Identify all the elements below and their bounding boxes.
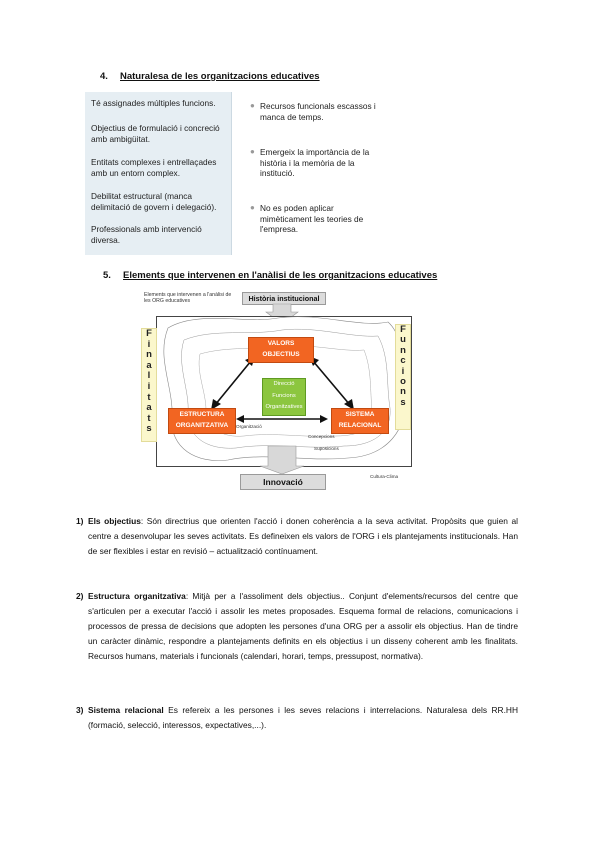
funcions-label: F u n c i o n s [395,324,411,430]
historia-box: Història institucional [242,292,326,305]
nature-item: Entitats complexes i entrellaçades amb un entorn complex. [91,157,217,178]
nature-left-box [85,92,232,255]
bullet-icon: ● [250,203,255,212]
paragraph-estructura [76,589,518,664]
section-5-heading [103,270,437,281]
diagram-caption: Elements que intervenen a l'anàlisi de les ORG educatives [144,292,232,304]
estructura-text: ESTRUCTURA [179,411,225,418]
concepcions-label: Concepcions [308,434,335,439]
bullet-icon: ● [250,147,255,156]
nature-item: Debilitat estructural (manca delimitació de govern i delegació). [91,191,217,212]
paragraph-objectius [76,514,518,559]
direccio-text: Direcció [273,381,295,387]
paragraph-number: 2) [76,591,84,601]
arrowhead [236,415,244,423]
valors-text: VALORS [267,340,295,347]
estructura-box [168,408,236,434]
paragraph-title: Estructura organitzativa [88,591,186,601]
organitzativa-text: ORGANITZATIVA [175,422,229,429]
organitzacio-label: Organització [236,424,262,429]
paragraph-text: : Són directrius que orienten l'acció i donen coherència a la seva activitat. Propòsits que guien al centre a desenvolupar les seves activitats. Es defineixen els valors de l'ORG i els plantejaments institucionals. Han de ser flexibles i estar en revisió – actualització contínuament. [88,516,518,556]
nature-item: Professionals amb intervenció diversa. [91,224,202,245]
paragraph-text: : Mitjà per a l'assoliment dels objectius.. Conjunt d'elements/recursos del centre que s'articulen per a executar l'acció i assolir les metes proposades. Esquema formal de relacions, comunicacions i processos de pressa de decisions que adopten les persones d'una ORG per a assolir els objectius. Han de tindre un caràcter dinàmic, respondre a plantejaments definits en els objectius i un disseny coherent amb les finalitats. Recursos humans, materials i funcionals (calendari, horari, temps, pressupost, normativa). [88,591,518,661]
objectius-text: OBJECTIUS [262,351,300,358]
elements-diagram [138,288,470,498]
nature-item: Objectius de formulació i concreció amb ambigüitat. [91,123,220,144]
paragraph-number: 3) [76,705,84,715]
nature-bullet-item: ● No es poden aplicar mimèticament les teories de l'empresa. [250,203,364,234]
nature-right-box [238,92,384,255]
arrow-valors-estructura [215,361,251,405]
nature-bullet-item: ● Recursos funcionals escassos i manca de temps. [250,101,376,122]
innovacio-box: Innovació [240,474,326,490]
cultura-clima-label: Cultura-Clima [370,474,399,479]
paragraph-text: Es refereix a les persones i les seves relacions i interrelacions. Naturalesa dels RR.HH (formació, selecció, interessos, expectatives,...). [88,705,518,730]
direccio-box [262,378,306,416]
organitzatives-text: Organitzatives [265,404,303,410]
sistema-text: SISTEMA [345,411,375,418]
funcions-text: Funcions [272,392,296,399]
valors-objectius-box [248,337,314,363]
arrow-valors-sistema [313,361,350,405]
arrowhead [320,415,328,423]
section-4-number: 4. [100,71,108,82]
suposicions-label: Suposicions [314,446,339,451]
bottom-arrow-shape [260,446,304,474]
section-4-heading [100,71,320,82]
relacional-text: RELACIONAL [338,422,382,429]
section-4-title: Naturalesa de les organitzacions educatives [120,71,320,82]
paragraph-title: Sistema relacional [88,705,164,715]
paragraph-title: Els objectius [88,516,141,526]
nature-bullet-item: ● Emergeix la importància de la història i la memòria de la institució. [250,147,370,178]
section-5-title: Elements que intervenen en l'anàlisi de les organitzacions educatives [123,270,438,281]
sistema-box [331,408,389,434]
section-5-number: 5. [103,270,111,281]
finalitats-label: F i n a l i t a t s [141,328,157,442]
nature-item: Té assignades múltiples funcions. [91,98,216,108]
paragraph-sistema [76,703,518,733]
bullet-icon: ● [250,101,255,110]
paragraph-number: 1) [76,516,84,526]
